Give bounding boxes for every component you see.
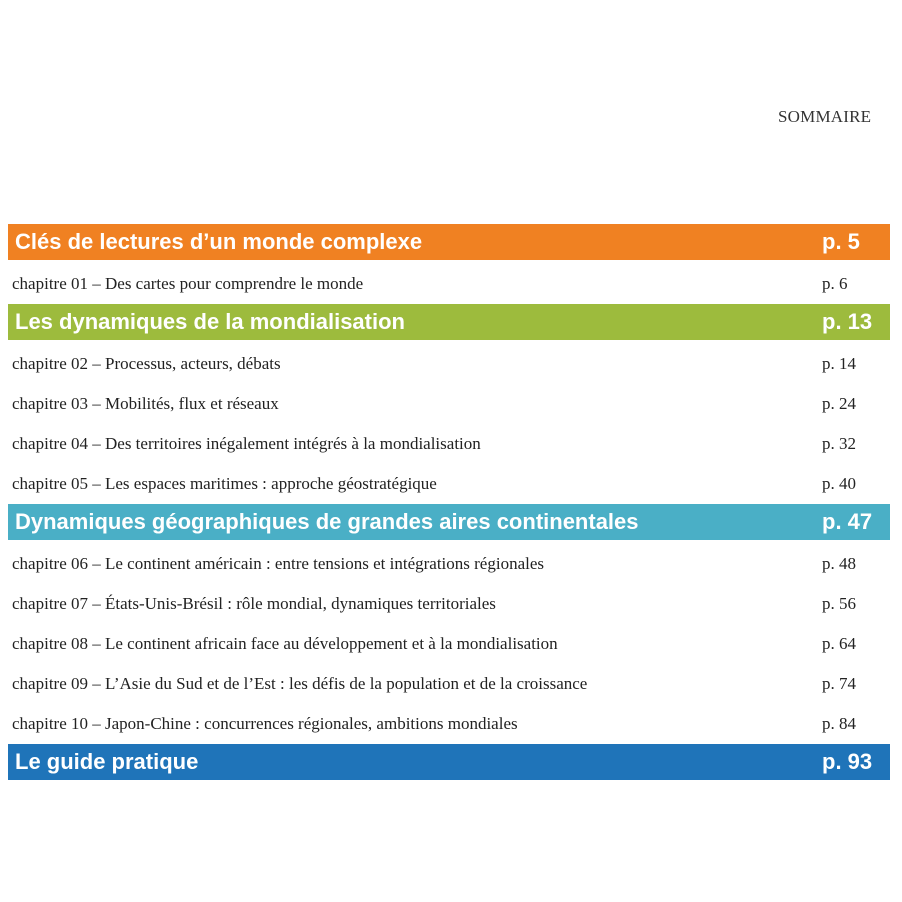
chapter-page: p. 74: [822, 674, 856, 693]
chapter-row[interactable]: [8, 584, 890, 624]
chapter-page: p. 48: [822, 554, 856, 573]
chapter-title: chapitre 07 – États-Unis-Brésil : rôle mondial, dynamiques territoriales: [12, 594, 496, 613]
part-page: p. 5: [822, 229, 860, 254]
chapter-page: p. 14: [822, 354, 856, 373]
chapter-title: chapitre 04 – Des territoires inégalement intégrés à la mondialisation: [12, 434, 481, 453]
chapter-title: chapitre 05 – Les espaces maritimes : approche géostratégique: [12, 474, 437, 493]
part-page: p. 47: [822, 509, 873, 534]
part-3-band[interactable]: [8, 504, 890, 540]
chapter-row[interactable]: [8, 264, 890, 304]
chapter-row[interactable]: [8, 424, 890, 464]
table-of-contents: [8, 224, 890, 784]
chapter-row[interactable]: [8, 384, 890, 424]
chapter-row[interactable]: [8, 664, 890, 704]
page-heading: SOMMAIRE: [778, 107, 872, 126]
part-2-band[interactable]: [8, 304, 890, 340]
part-title: Le guide pratique: [15, 749, 199, 774]
chapter-page: p. 64: [822, 634, 856, 653]
chapter-row[interactable]: [8, 624, 890, 664]
chapter-title: chapitre 02 – Processus, acteurs, débats: [12, 354, 281, 373]
part-title: Dynamiques géographiques de grandes aires continentales: [15, 509, 639, 534]
chapter-title: chapitre 01 – Des cartes pour comprendre le monde: [12, 274, 364, 293]
chapter-page: p. 40: [822, 474, 856, 493]
chapter-page: p. 6: [822, 274, 848, 293]
chapter-row[interactable]: [8, 344, 890, 384]
part-title: Les dynamiques de la mondialisation: [15, 309, 405, 334]
chapter-row[interactable]: [8, 704, 890, 744]
part-page: p. 93: [822, 749, 873, 774]
chapter-row[interactable]: [8, 464, 890, 504]
chapter-title: chapitre 08 – Le continent africain face au développement et à la mondialisation: [12, 634, 558, 653]
chapter-title: chapitre 10 – Japon-Chine : concurrences régionales, ambitions mondiales: [12, 714, 518, 733]
chapter-page: p. 32: [822, 434, 856, 453]
part-page: p. 13: [822, 309, 873, 334]
part-1-band[interactable]: [8, 224, 890, 260]
chapter-title: chapitre 09 – L’Asie du Sud et de l’Est : les défis de la population et de la croissance: [12, 674, 588, 693]
part-4-band[interactable]: [8, 744, 890, 780]
chapter-page: p. 84: [822, 714, 856, 733]
chapter-page: p. 56: [822, 594, 856, 613]
part-title: Clés de lectures d’un monde complexe: [15, 229, 423, 254]
chapter-title: chapitre 03 – Mobilités, flux et réseaux: [12, 394, 279, 413]
chapter-title: chapitre 06 – Le continent américain : entre tensions et intégrations régionales: [12, 554, 545, 573]
chapter-row[interactable]: [8, 544, 890, 584]
chapter-page: p. 24: [822, 394, 856, 413]
